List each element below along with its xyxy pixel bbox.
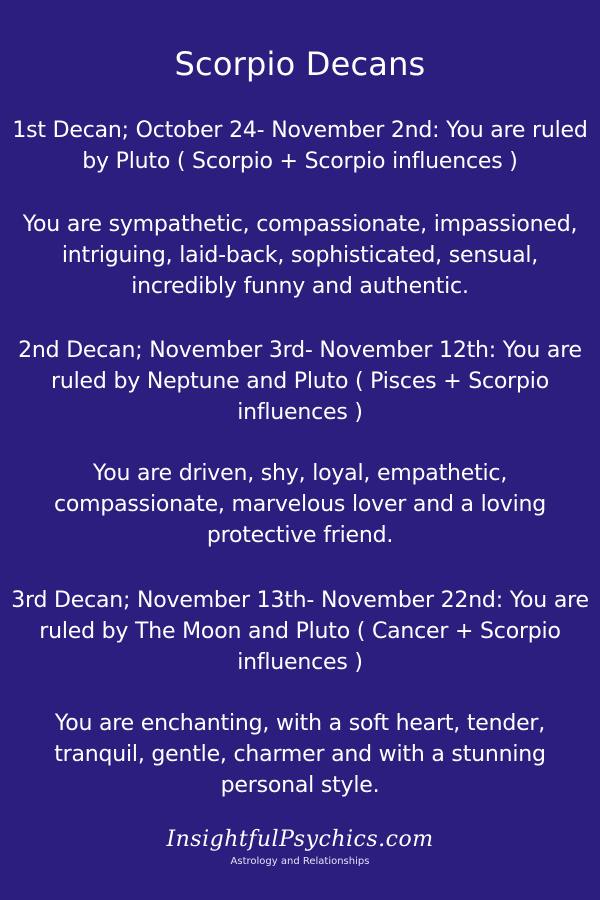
logo-tagline: Astrology and Relationships <box>230 856 370 867</box>
decan-1-heading: 1st Decan; October 24- November 2nd: You are ruled by Pluto ( Scorpio + Scorpio influences ) <box>12 118 588 174</box>
decan-1-description: You are sympathetic, compassionate, impassioned, intriguing, laid-back, sophisticated, sensual, incredibly funny and authentic. <box>22 212 578 299</box>
decan-2-heading: 2nd Decan; November 3rd- November 12th: You are ruled by Neptune and Pluto ( Pisces + Scorpio influences ) <box>18 338 582 425</box>
logo-wordmark: InsightfulPsychics.com <box>166 827 434 852</box>
site-logo <box>0 826 600 870</box>
decan-2-description: You are driven, shy, loyal, empathetic, compassionate, marvelous lover and a loving protective friend. <box>53 461 547 548</box>
decan-3-description: You are enchanting, with a soft heart, tender, tranquil, gentle, charmer and with a stunning personal style. <box>54 711 546 798</box>
page-title: Scorpio Decans <box>174 45 426 83</box>
decan-3-heading: 3rd Decan; November 13th- November 22nd: You are ruled by The Moon and Pluto ( Cancer + Scorpio influences ) <box>11 588 589 675</box>
